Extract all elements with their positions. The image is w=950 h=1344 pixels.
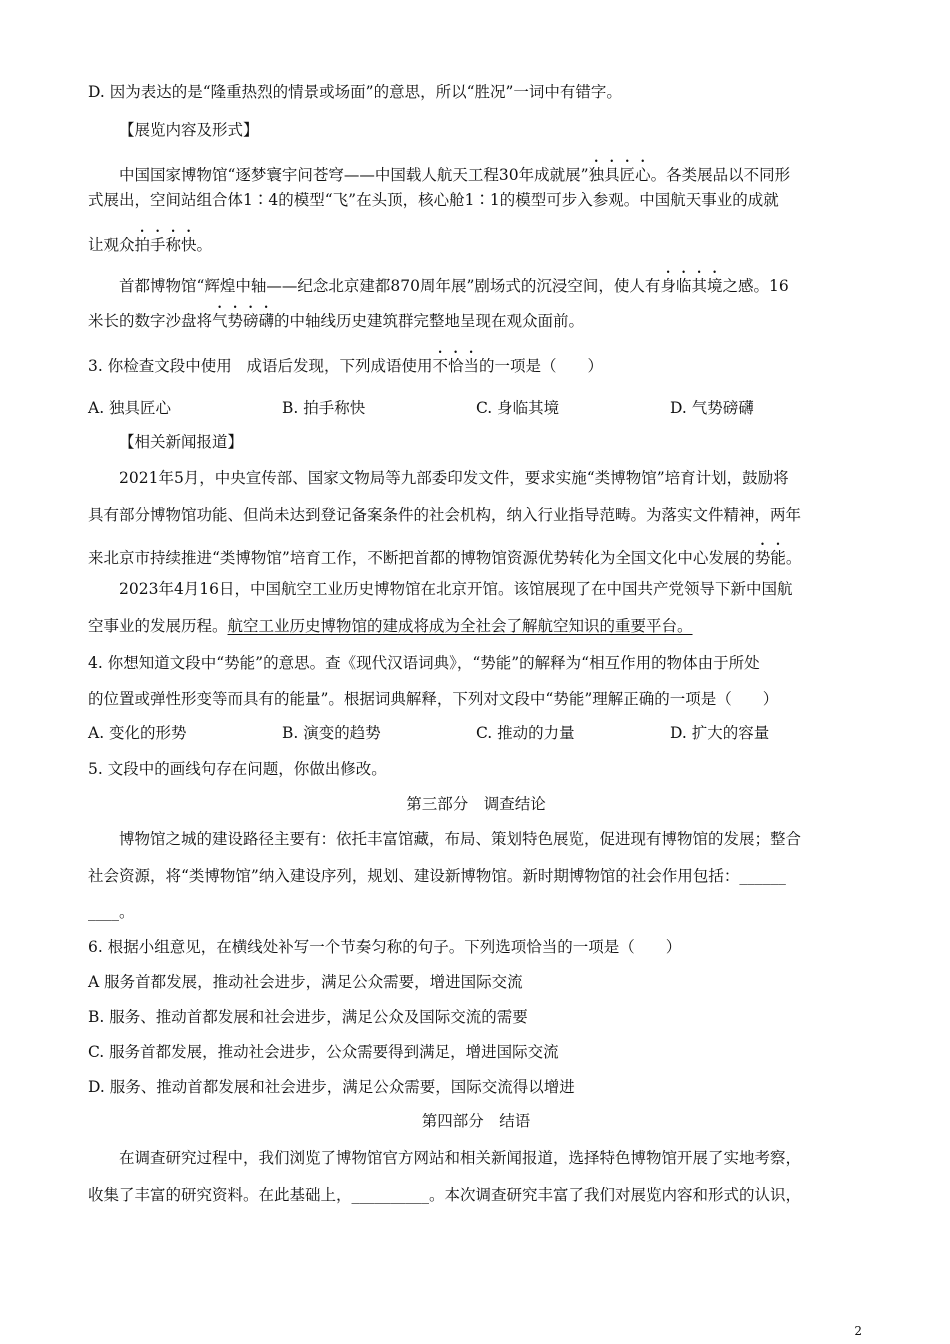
part3-line3: ____。 [88, 903, 135, 921]
q6-option-d: D. 服务、推动首都发展和社会进步，满足公众需要，国际交流得以增进 [88, 1078, 575, 1096]
q4-stem-line1: 4. 你想知道文段中“势能”的意思。查《现代汉语词典》，“势能”的解释为“相互作用的物体由于所处 [88, 654, 760, 672]
q3-option-b: B. 拍手称快 [282, 399, 366, 417]
part4-line2: 收集了丰富的研究资料。在此基础上，__________。本次调查研究丰富了我们对展览内容和形式的认识， [88, 1186, 802, 1204]
q5-stem: 5. 文段中的画线句存在问题，你做出修改。 [88, 760, 387, 778]
q3-stem: 3. 你检查文段中使用 成语后发现，下列成语使用不恰当的一项是（ ） [88, 357, 604, 375]
idiom-shenlin-qijing: 身临其境 [660, 277, 723, 295]
part3-heading: 第三部分 调查结论 [406, 795, 546, 813]
exhibit-p1-line3: 让观众拍手称快。 [88, 236, 213, 254]
exhibit-p2-line2: 米长的数字沙盘将气势磅礴的中轴线历史建筑群完整地呈现在观众面前。 [88, 312, 585, 330]
underlined-sentence: 航空工业历史博物馆的建成将成为全社会了解航空知识的重要平台。 [227, 617, 693, 635]
part4-line1: 在调查研究过程中，我们浏览了博物馆官方网站和相关新闻报道，选择特色博物馆开展了实地考察， [119, 1149, 802, 1167]
news-p1-line2: 具有部分博物馆功能、但尚未达到登记备案条件的社会机构，纳入行业指导范畴。为落实文件精神，两年 [88, 506, 802, 524]
q2-option-d: D. 因为表达的是“隆重热烈的情景或场面”的意思，所以“胜况”一词中有错字。 [88, 83, 622, 101]
answer-blank: ____ [88, 903, 119, 921]
q4-option-c: C. 推动的力量 [476, 724, 575, 742]
page-number: 2 [854, 1324, 862, 1338]
q6-stem: 6. 根据小组意见，在横线处补写一个节奏匀称的句子。下列选项恰当的一项是（ ） [88, 938, 682, 956]
q4-options [88, 721, 864, 745]
answer-blank: __________ [351, 1186, 430, 1204]
part4-heading: 第四部分 结语 [421, 1112, 531, 1130]
exhibit-p1-line1: 中国国家博物馆“逐梦寰宇问苍穹——中国载人航天工程30年成就展”独具匠心。各类展品以不同形 [119, 166, 791, 184]
answer-blank: ______ [739, 867, 786, 885]
q6-option-a: A 服务首都发展，推动社会进步，满足公众需要，增进国际交流 [88, 973, 523, 991]
idiom-qishi-pangbo: 气势磅礴 [212, 312, 275, 330]
idiom-duju-jiangxin: 独具匠心 [588, 166, 651, 184]
q6-option-c: C. 服务首都发展，推动社会进步，公众需要得到满足，增进国际交流 [88, 1043, 559, 1061]
news-p1-line3: 来北京市持续推进“类博物馆”培育工作，不断把首都的博物馆资源优势转化为全国文化中心发展的势能。 [88, 549, 802, 567]
q3-options [88, 396, 864, 420]
q4-option-b: B. 演变的趋势 [282, 724, 381, 742]
q3-option-c: C. 身临其境 [476, 399, 560, 417]
q3-option-a: A. 独具匠心 [88, 399, 172, 417]
idiom-paishou-chengkuai: 拍手称快 [134, 236, 197, 254]
exhibit-p2-line1: 首都博物馆“辉煌中轴——纪念北京建都870周年展”剧场式的沉浸空间，使人有身临其境之感。16 [119, 277, 789, 295]
news-p2-line1: 2023年4月16日，中国航空工业历史博物馆在北京开馆。该馆展现了在中国共产党领导下新中国航 [119, 580, 793, 598]
q4-stem-line2: 的位置或弹性形变等而具有的能量”。根据词典解释，下列对文段中“势能”理解正确的一项是（ ） [88, 690, 779, 708]
part3-line1: 博物馆之城的建设路径主要有：依托丰富馆藏，布局、策划特色展览，促进现有博物馆的发展；整合 [119, 830, 802, 848]
term-shineng: 势能 [754, 549, 786, 567]
news-p2-line2: 空事业的发展历程。航空工业历史博物馆的建成将成为全社会了解航空知识的重要平台。 [88, 617, 693, 635]
q4-option-d: D. 扩大的容量 [670, 724, 770, 742]
q4-option-a: A. 变化的形势 [88, 724, 187, 742]
exhibit-p1-line2: 式展出，空间站组合体1∶4的模型“飞”在头顶，核心舱1∶1的模型可步入参观。中国航天事业的成就 [88, 191, 779, 209]
news-heading: 【相关新闻报道】 [119, 433, 244, 451]
q3-option-d: D. 气势磅礴 [670, 399, 754, 417]
news-p1-line1: 2021年5月，中央宣传部、国家文物局等九部委印发文件，要求实施“类博物馆”培育计划，鼓励将 [119, 469, 789, 487]
exhibit-heading: 【展览内容及形式】 [119, 121, 259, 139]
part3-line2: 社会资源，将“类博物馆”纳入建设序列，规划、建设新博物馆。新时期博物馆的社会作用包括：______ [88, 867, 786, 885]
q6-option-b: B. 服务、推动首都发展和社会进步，满足公众及国际交流的需要 [88, 1008, 528, 1026]
